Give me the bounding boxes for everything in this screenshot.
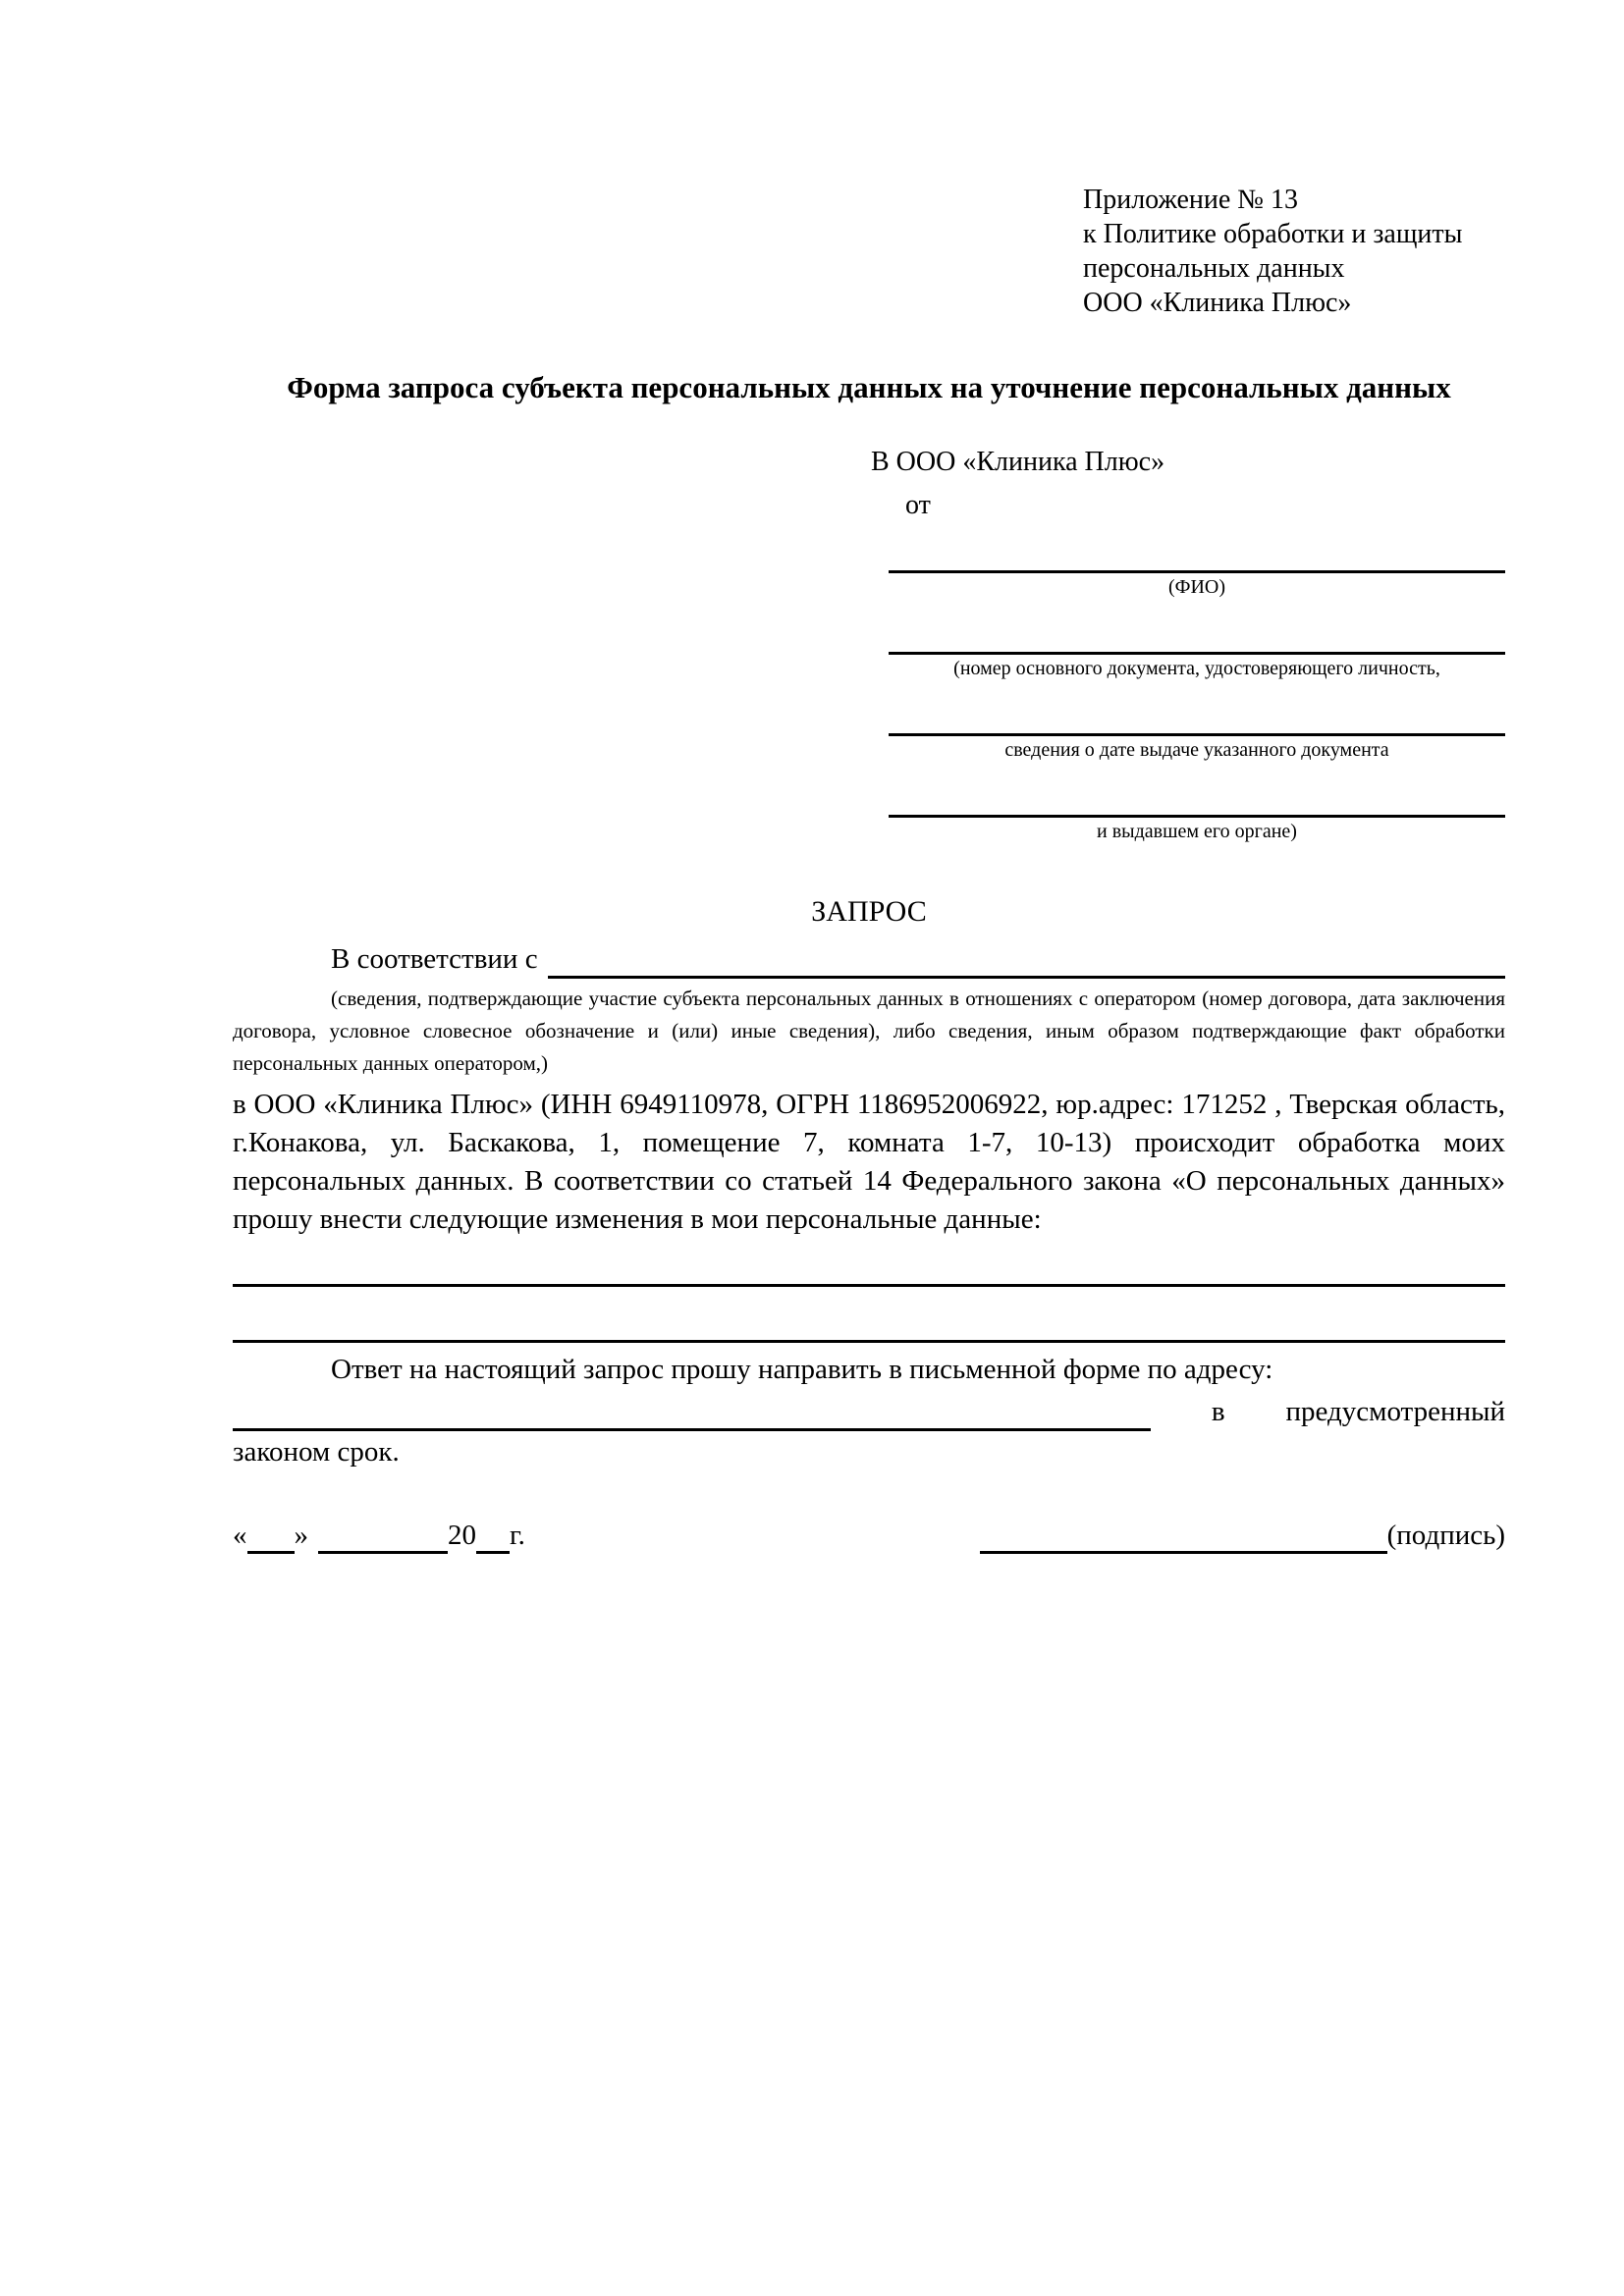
reply-address-line[interactable] (233, 1397, 1151, 1431)
date-year-prefix: 20 (448, 1520, 476, 1551)
fio-line[interactable] (889, 547, 1505, 573)
date-close-quote: » (294, 1520, 308, 1551)
signature-caption: (подпись) (1386, 1520, 1505, 1551)
basis-row (233, 939, 1505, 979)
fio-caption: (ФИО) (1167, 576, 1225, 598)
date-day-line[interactable] (247, 1522, 295, 1554)
basis-line[interactable] (548, 944, 1505, 979)
addressee-from-label: от (905, 490, 931, 520)
changes-line-2[interactable] (233, 1287, 1505, 1343)
fio-field (889, 547, 1505, 599)
issue-date-field (889, 710, 1505, 762)
issuing-authority-line[interactable] (889, 791, 1505, 818)
issuing-authority-field (889, 791, 1505, 843)
appendix-note-line: Приложение № 13 (1083, 185, 1298, 215)
reply-address-row (233, 1393, 1505, 1431)
request-heading: ЗАПРОС (811, 895, 927, 928)
date-signature-row (233, 1517, 1505, 1554)
appendix-note-line: персональных данных (1083, 253, 1345, 284)
issue-date-line[interactable] (889, 710, 1505, 736)
issue-date-caption: сведения о дате выдаче указанного документа (1004, 739, 1389, 761)
document-number-line[interactable] (889, 628, 1505, 655)
addressee-block (233, 445, 1505, 843)
document-number-caption: (номер основного документа, удостоверяющего личность, (953, 658, 1440, 679)
basis-footnote: (сведения, подтверждающие участие субъекта персональных данных в отношениях с оператором (номер договора, дата заключения договора, условное словесное обозначение и (или) иные сведения), либо сведения, иным образом подтверждающие факт обработки персональных данных оператором,) (233, 987, 1505, 1075)
appendix-note (1083, 183, 1505, 320)
basis-label: В соответствии с (331, 943, 538, 975)
reply-tail: законом срок. (233, 1436, 400, 1468)
date-group (233, 1517, 525, 1554)
date-open-quote: « (233, 1520, 247, 1551)
changes-line-1[interactable] (233, 1239, 1505, 1287)
document-title: Форма запроса субъекта персональных данных на уточнение персональных данных (287, 370, 1451, 404)
signature-line[interactable] (980, 1522, 1387, 1554)
document-number-field (889, 628, 1505, 680)
reply-instruction: Ответ на настоящий запрос прошу направить в письменной форме по адресу: (331, 1354, 1273, 1385)
date-year-suffix: г. (510, 1520, 525, 1551)
date-month-line[interactable] (318, 1522, 448, 1554)
appendix-note-line: к Политике обработки и защиты (1083, 219, 1463, 249)
appendix-note-line: ООО «Клиника Плюс» (1083, 288, 1352, 318)
date-year-line[interactable] (476, 1522, 510, 1554)
addressee-to: В ООО «Клиника Плюс» (871, 447, 1165, 477)
signature-group (980, 1517, 1505, 1554)
reply-right-word: предусмотренный (1285, 1396, 1505, 1427)
issuing-authority-caption: и выдавшем его органе) (1097, 821, 1297, 842)
request-body: в ООО «Клиника Плюс» (ИНН 6949110978, ОГРН 1186952006922, юр.адрес: 171252 , Тверская область, г.Конакова, ул. Баскакова, 1, помещение 7, комната 1-7, 10-13) происходит обработка моих персональных данных. В соответствии со статьей 14 Федерального закона «О персональных данных» прошу внести следующие изменения в мои персональные данные: (233, 1089, 1505, 1235)
reply-middle-word: в (1211, 1396, 1225, 1427)
document-content (233, 0, 1505, 1554)
